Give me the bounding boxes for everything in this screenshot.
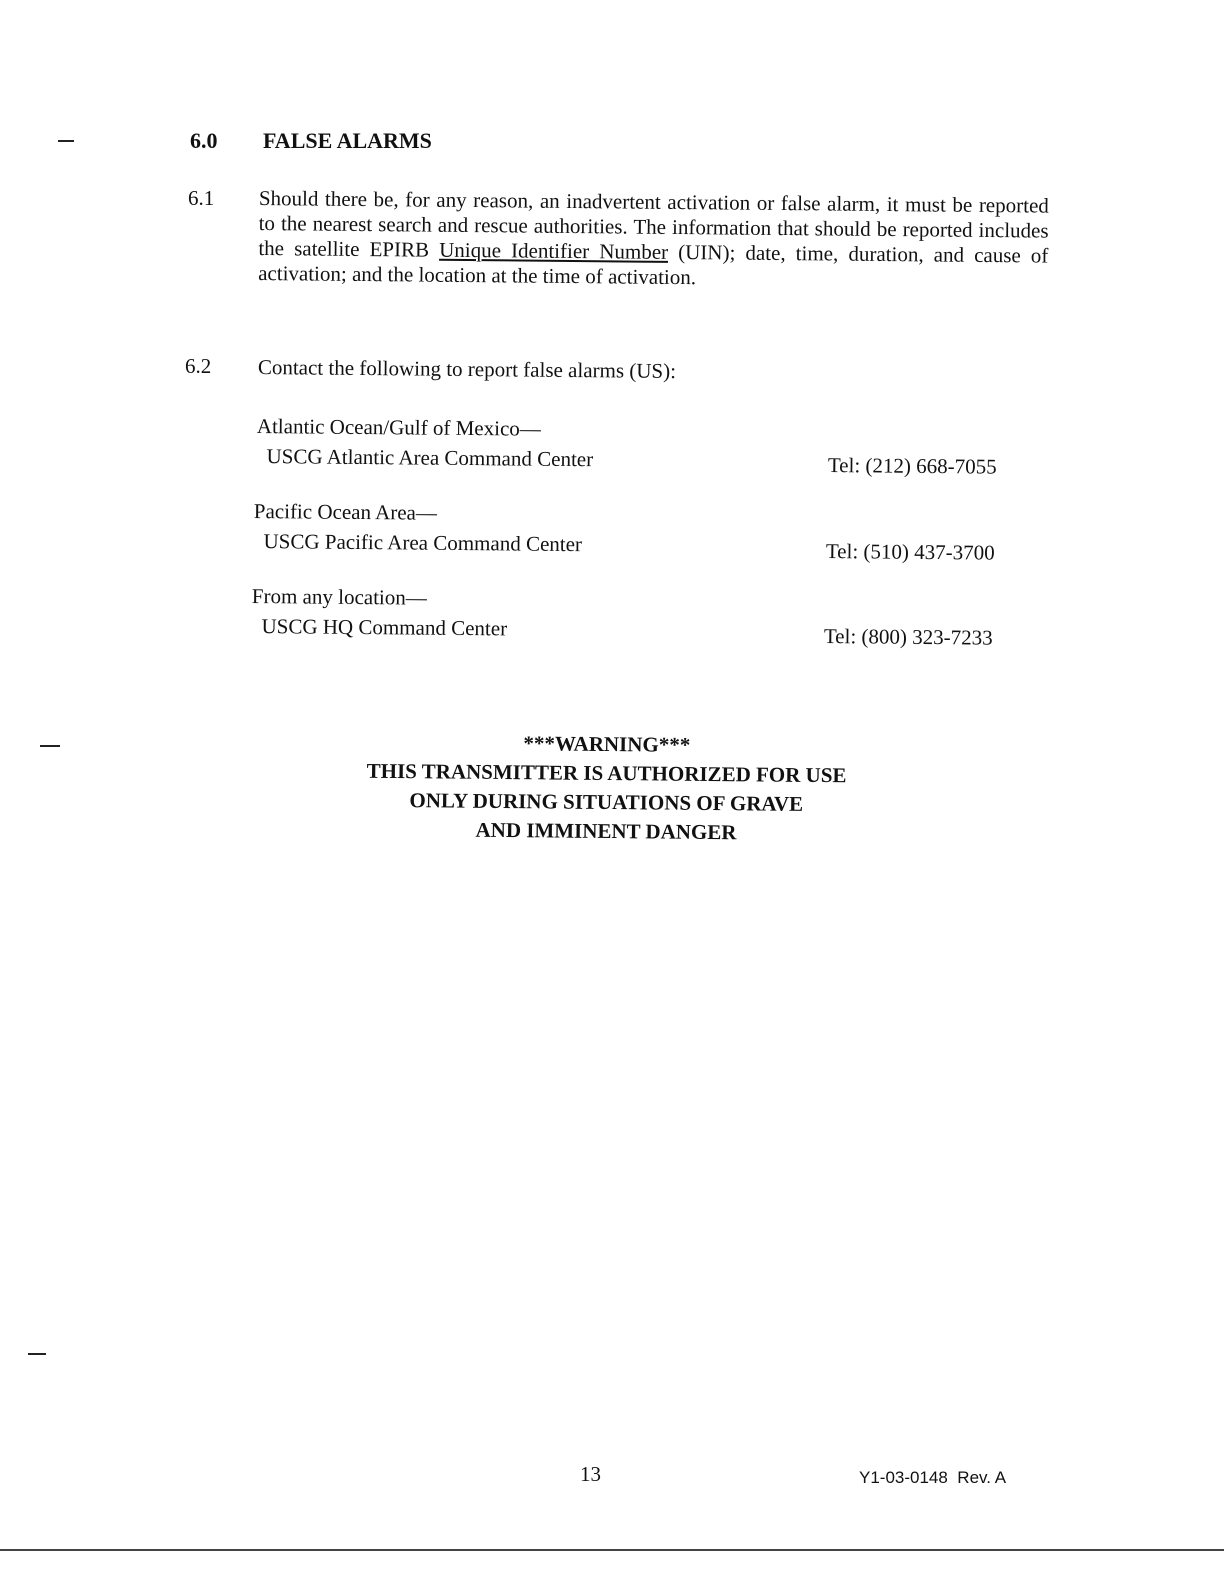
- document-id: Y1-03-0148 Rev. A: [859, 1468, 1007, 1487]
- contact-center: USCG Pacific Area Command Center: [263, 529, 583, 557]
- paragraph-contact-intro: Contact the following to report false alarms (US):: [257, 355, 677, 384]
- contact-block: [251, 581, 507, 643]
- paragraph-number: 6.1: [188, 186, 215, 210]
- warning-header: ***WARNING***: [523, 731, 691, 757]
- margin-tick: [58, 140, 74, 142]
- contact-region: Atlantic Ocean/Gulf of Mexico—: [256, 413, 541, 441]
- page-bottom-rule: [0, 1549, 1224, 1551]
- contact-block: [256, 411, 593, 474]
- warning-block: [299, 727, 914, 849]
- contact-region: Pacific Ocean Area—: [253, 498, 438, 525]
- section-title: FALSE ALARMS: [263, 128, 432, 153]
- contact-center: USCG HQ Command Center: [261, 614, 508, 641]
- paragraph-number: 6.2: [185, 354, 212, 378]
- paragraph-text: Should there be, for any reason, an inadvertent activation or false alarm, it must be reported to the nearest search and rescue authorities. The information that should be reported includes the satellite EPIRB: [258, 186, 1049, 262]
- paragraph-false-alarm-reporting: [258, 186, 1049, 294]
- margin-tick: [28, 1353, 46, 1355]
- contact-region: From any location—: [251, 583, 427, 610]
- contact-phone: Tel: (212) 668-7055: [827, 453, 997, 479]
- section-number: 6.0: [190, 128, 218, 153]
- contact-phone: Tel: (510) 437-3700: [825, 539, 995, 565]
- contact-block: [253, 496, 582, 559]
- contact-phone: Tel: (800) 323-7233: [823, 624, 993, 650]
- warning-line: ONLY DURING SITUATIONS OF GRAVE: [409, 788, 804, 816]
- margin-tick: [40, 745, 60, 747]
- paragraph-text: (UIN); date, time, duration, and cause of activation; and the location at the time of activation.: [258, 239, 1049, 290]
- warning-line: THIS TRANSMITTER IS AUTHORIZED FOR USE: [366, 758, 847, 788]
- contact-center: USCG Atlantic Area Command Center: [266, 444, 594, 472]
- warning-line: AND IMMINENT DANGER: [475, 817, 737, 845]
- underlined-term: Unique Identifier Number: [439, 237, 669, 264]
- page-number: 13: [580, 1462, 601, 1486]
